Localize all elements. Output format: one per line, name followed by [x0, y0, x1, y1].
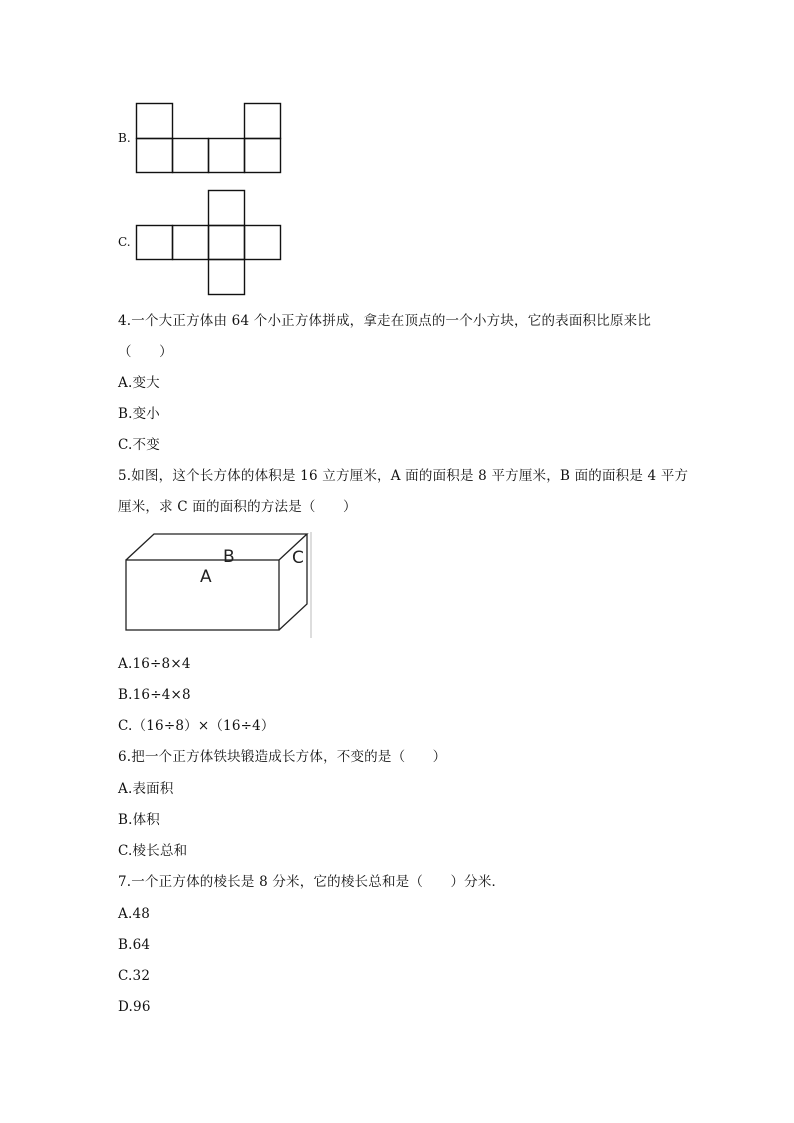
q6-option-a: A.表面积: [118, 781, 174, 797]
q6-option-b: B.体积: [118, 812, 161, 828]
q3-option-c-cube-net: [136, 190, 286, 300]
q5-option-b: B.16÷4×8: [118, 687, 191, 703]
q5-cuboid-figure: [122, 528, 322, 640]
q7-option-c: C.32: [118, 968, 151, 984]
q3-option-c-label: C.: [118, 235, 131, 249]
q6-stem: 6.把一个正方体铁块锻造成长方体，不变的是（ ）: [118, 749, 447, 765]
q4-option-c: C.不变: [118, 437, 160, 453]
q5-face-label-c: C: [292, 548, 304, 568]
q3-option-b-label: B.: [118, 131, 131, 145]
q3-option-b-cube-net: [136, 103, 286, 178]
q6-option-c: C.棱长总和: [118, 843, 188, 859]
q4-option-a: A.变大: [118, 375, 160, 391]
q5-option-c: C.（16÷8）×（16÷4）: [118, 718, 275, 734]
q5-face-label-b: B: [223, 547, 235, 567]
q7-stem: 7.一个正方体的棱长是 8 分米，它的棱长总和是（ ）分米．: [118, 874, 506, 890]
q5-option-a: A.16÷8×4: [118, 656, 191, 672]
q7-option-d: D.96: [118, 999, 151, 1015]
q5-face-label-a: A: [200, 567, 212, 587]
q4-stem-line-1: 4.一个大正方体由 64 个小正方体拼成，拿走在顶点的一个小方块，它的表面积比原来比: [118, 313, 652, 329]
q5-stem-line-2: 厘米，求 C 面的面积的方法是（ ）: [118, 499, 357, 515]
q7-option-b: B.64: [118, 937, 151, 953]
q7-option-a: A.48: [118, 906, 151, 922]
q4-option-b: B.变小: [118, 406, 161, 422]
q4-stem-line-2: （ ）: [118, 344, 173, 360]
q5-stem-line-1: 5.如图，这个长方体的体积是 16 立方厘米，A 面的面积是 8 平方厘米，B 面的面积是 4 平方: [118, 468, 689, 484]
